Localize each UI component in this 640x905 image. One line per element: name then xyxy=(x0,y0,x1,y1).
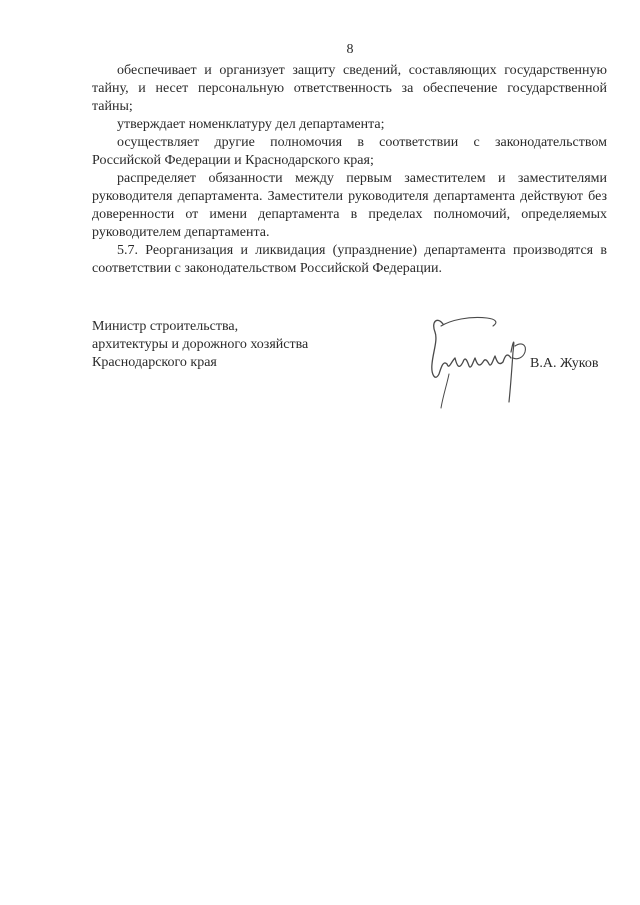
paragraph-reorganization: 5.7. Реорганизация и ликвидация (упразднение) департамента производятся в соответствии с законодательством Российской Федерации. xyxy=(92,243,607,276)
page-number: 8 xyxy=(346,42,354,57)
paragraph-state-secrets: обеспечивает и организует защиту сведений, составляющих государственную тайну, и несет персональную ответственность за обеспечение государственной тайны; xyxy=(92,63,607,114)
paragraph-nomenclature: утверждает номенклатуру дел департамента; xyxy=(117,117,385,132)
paragraph-other-powers: осуществляет другие полномочия в соответствии с законодательством Российской Федерации и Краснодарского края; xyxy=(92,135,607,168)
paragraph-deputies: распределяет обязанности между первым заместителем и заместителями руководителя департамента. Заместители руководителя департамента действуют без доверенности от имени департамента в пределах полномочий, определяемых руководителем департамента. xyxy=(92,171,607,240)
signer-position-line-1: Министр строительства, xyxy=(92,319,239,334)
signer-position-line-2: архитектуры и дорожного хозяйства xyxy=(92,337,309,352)
document-body xyxy=(92,62,607,278)
signer-position-line-3: Краснодарского края xyxy=(92,355,217,370)
signature-block xyxy=(92,312,622,422)
signer-name: В.А. Жуков xyxy=(530,356,599,371)
signer-position xyxy=(92,318,308,372)
handwritten-signature xyxy=(429,312,539,410)
